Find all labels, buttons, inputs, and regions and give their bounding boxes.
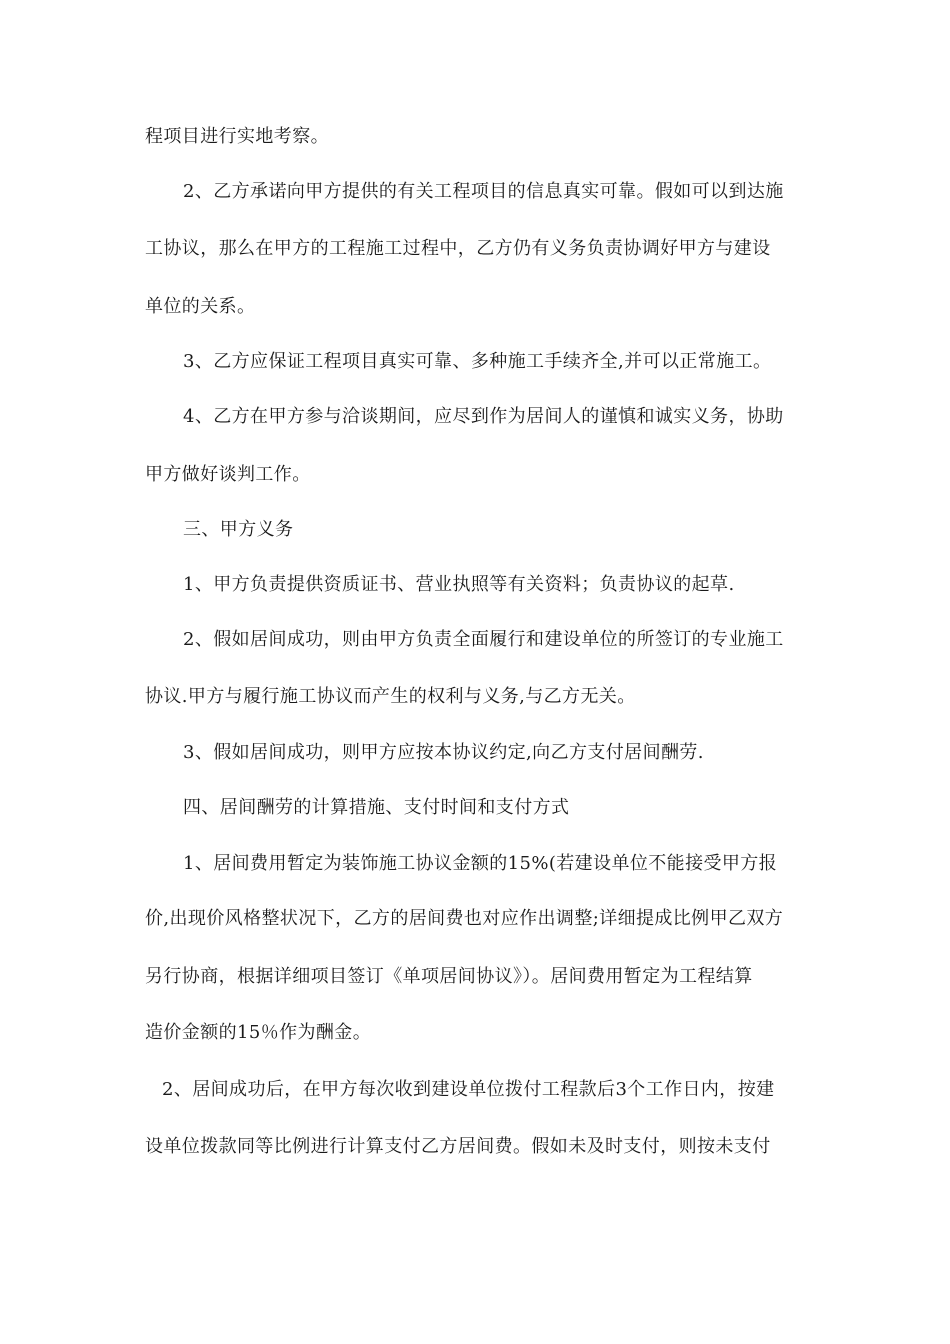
text-line: 2、假如居间成功，则由甲方负责全面履行和建设单位的所签订的专业施工	[183, 629, 784, 650]
text-line: 1、甲方负责提供资质证书、营业执照等有关资料；负责协议的起草.	[183, 574, 735, 595]
text-line: 另行协商，根据详细项目签订《单项居间协议》）。居间费用暂定为工程结算	[145, 966, 753, 987]
text-line: 1、居间费用暂定为装饰施工协议金额的15%(若建设单位不能接受甲方报	[183, 853, 778, 874]
text-line: 2、乙方承诺向甲方提供的有关工程项目的信息真实可靠。假如可以到达施	[183, 181, 784, 202]
text-line: 2、居间成功后，在甲方每次收到建设单位拨付工程款后3个工作日内，按建	[162, 1079, 775, 1100]
text-line: 甲方做好谈判工作。	[145, 464, 311, 485]
text-line: 3、乙方应保证工程项目真实可靠、多种施工手续齐全,并可以正常施工。	[183, 351, 772, 372]
section-heading: 四、居间酬劳的计算措施、支付时间和支付方式	[183, 797, 570, 818]
text-line: 协议.甲方与履行施工协议而产生的权利与义务,与乙方无关。	[145, 686, 636, 707]
text-line: 造价金额的15％作为酬金。	[145, 1022, 372, 1043]
text-line: 设单位拨款同等比例进行计算支付乙方居间费。假如未及时支付，则按未支付	[145, 1136, 771, 1157]
section-heading: 三、甲方义务	[183, 519, 294, 540]
text-line: 4、乙方在甲方参与洽谈期间，应尽到作为居间人的谨慎和诚实义务，协助	[183, 406, 784, 427]
text-line: 程项目进行实地考察。	[145, 126, 329, 147]
text-line: 价,出现价风格整状况下，乙方的居间费也对应作出调整;详细提成比例甲乙双方	[145, 908, 784, 929]
text-line: 单位的关系。	[145, 296, 256, 317]
text-line: 工协议，那么在甲方的工程施工过程中，乙方仍有义务负责协调好甲方与建设	[145, 238, 771, 259]
text-line: 3、假如居间成功，则甲方应按本协议约定,向乙方支付居间酬劳.	[183, 742, 704, 763]
